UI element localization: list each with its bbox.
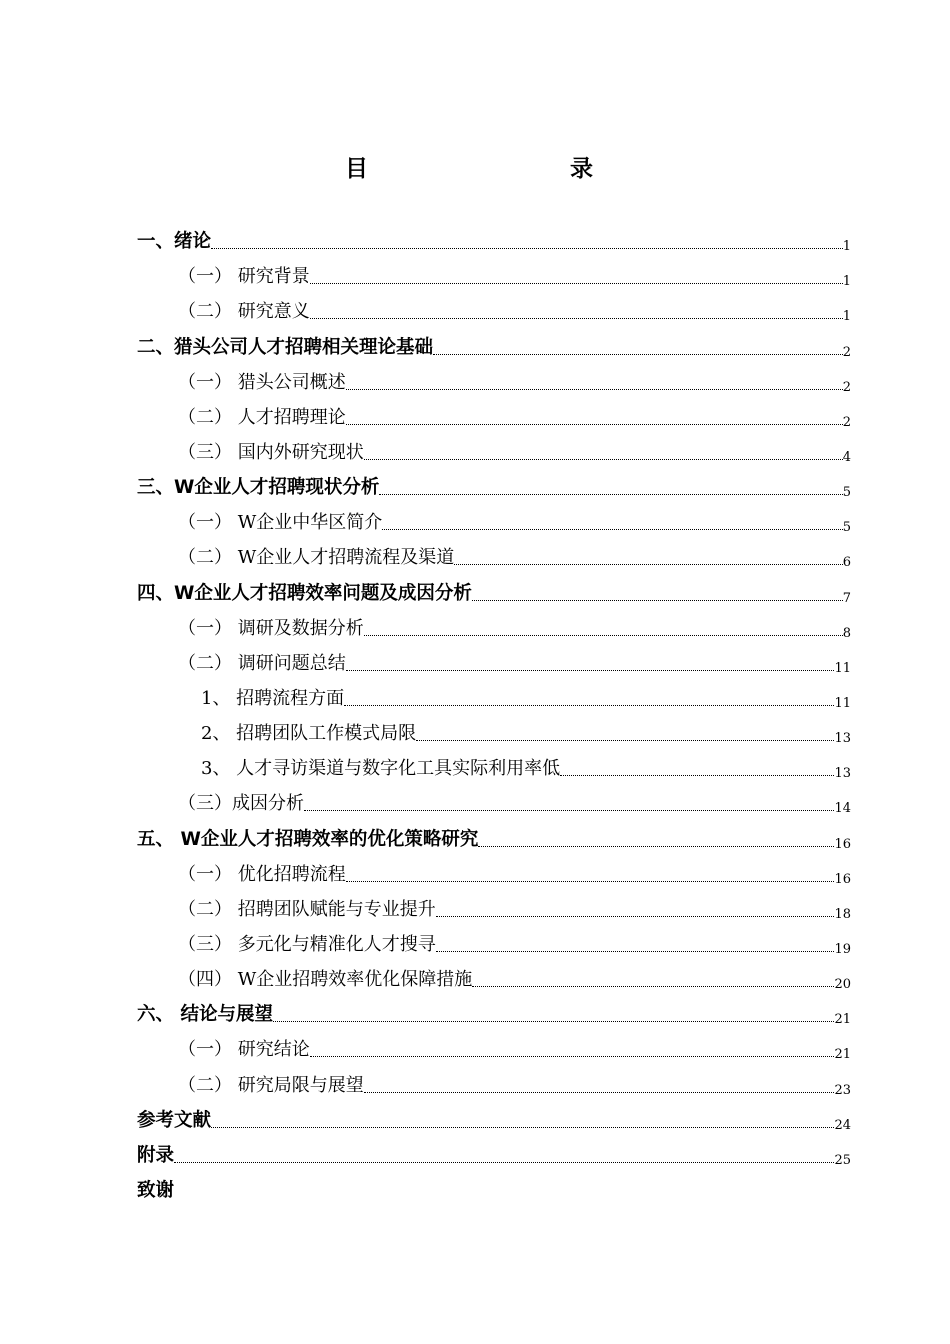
toc-entry-page: 11 [834,695,851,711]
toc-entry[interactable] [137,752,851,787]
toc-entry-text: （一） 研究结论 [178,1039,310,1061]
toc-entry-page: 25 [834,1152,851,1168]
toc-entry[interactable] [137,893,851,928]
toc-entry[interactable] [137,541,851,576]
dot-leader [436,950,835,952]
toc-entry-text: （一） 调研及数据分析 [178,617,364,639]
toc-entry-page: 14 [834,801,851,817]
toc-entry-page: 7 [842,590,851,606]
toc-entry-text: （三） 国内外研究现状 [178,441,364,463]
dot-leader [382,528,842,530]
toc-entry-text: （二） 研究局限与展望 [178,1074,364,1096]
dot-leader [304,809,834,811]
dot-leader [211,1126,834,1128]
toc-entry[interactable] [137,1068,851,1103]
toc-entry[interactable] [137,330,851,365]
toc-entry-text: 参考文献 [137,1109,212,1131]
dot-leader [346,423,843,425]
toc-entry-page: 1 [842,309,851,325]
dot-leader [344,704,834,706]
dot-leader [560,774,834,776]
toc-entry[interactable] [137,471,851,506]
dot-leader [310,1055,835,1057]
toc-entry-text: 六、 结论与展望 [137,1004,273,1026]
toc-entry-text: （一） W企业中华区简介 [178,512,383,534]
toc-entry[interactable] [137,225,851,260]
toc-entry-page: 5 [842,520,851,536]
toc-entry-page: 1 [842,274,851,290]
dot-leader [273,1020,835,1022]
toc-entry[interactable] [137,647,851,682]
dot-leader [364,458,843,460]
toc-entry[interactable] [137,401,851,436]
toc-entry-page: 21 [834,1047,851,1063]
toc-entry[interactable] [137,295,851,330]
toc-entry-text: 三、W企业人才招聘现状分析 [137,477,380,499]
dot-leader [211,247,843,249]
toc-entry-page: 16 [834,836,851,852]
dot-leader [433,353,843,355]
toc-entry-page: 2 [842,414,851,430]
toc-entry[interactable] [137,963,851,998]
toc-entry-page: 5 [842,485,851,501]
toc-entry-text: （四） W企业招聘效率优化保障措施 [178,969,473,991]
toc-entry[interactable] [137,260,851,295]
toc-entry[interactable] [137,612,851,647]
toc-entry-page: 16 [834,871,851,887]
dot-leader [472,985,834,987]
dot-leader [454,563,842,565]
toc-entry-text: 致谢 [137,1179,175,1201]
toc-entry-page: 21 [834,1012,851,1028]
toc-entry-text: （二） 研究意义 [178,301,310,323]
dot-leader [174,1161,834,1163]
dot-leader [346,669,835,671]
toc-entry[interactable] [137,858,851,893]
dot-leader [436,915,835,917]
toc-entry-page: 23 [834,1082,851,1098]
toc-entry-text: （二） 调研问题总结 [178,652,346,674]
dot-leader [346,880,835,882]
toc-entry-page: 8 [842,625,851,641]
toc-entry-page: 13 [834,731,851,747]
toc-entry-page: 24 [834,1117,851,1133]
toc-entry[interactable] [137,366,851,401]
table-of-contents [137,225,851,1209]
dot-leader [478,845,834,847]
toc-entry-text: 一、绪论 [137,231,212,253]
toc-entry-page: 11 [834,660,851,676]
dot-leader [174,1197,851,1198]
toc-entry-text: 二、猎头公司人才招聘相关理论基础 [137,336,434,358]
dot-leader [310,317,843,319]
toc-entry[interactable] [137,1033,851,1068]
toc-entry[interactable] [137,506,851,541]
dot-leader [379,493,842,495]
toc-entry-text: 五、 W企业人才招聘效率的优化策略研究 [137,828,479,850]
toc-entry-page: 1 [842,239,851,255]
toc-entry[interactable] [137,1104,851,1139]
toc-entry-page: 2 [842,344,851,360]
toc-entry[interactable] [137,576,851,611]
toc-entry[interactable] [137,1174,851,1209]
toc-entry[interactable] [137,787,851,822]
toc-entry-text: 2、 招聘团队工作模式局限 [201,723,417,745]
toc-entry[interactable] [137,682,851,717]
dot-leader [346,388,843,390]
toc-entry-text: （一） 猎头公司概述 [178,371,346,393]
toc-entry-page: 2 [842,379,851,395]
toc-entry-page: 19 [834,941,851,957]
toc-entry[interactable] [137,1139,851,1174]
toc-entry-text: （三） 多元化与精准化人才搜寻 [178,933,436,955]
toc-entry-page: 20 [834,977,851,993]
toc-entry-text: 3、 人才寻访渠道与数字化工具实际利用率低 [201,758,561,780]
toc-entry-text: 四、W企业人才招聘效率问题及成因分析 [137,582,472,604]
toc-entry-text: （二） W企业人才招聘流程及渠道 [178,547,455,569]
toc-entry-page: 4 [842,449,851,465]
toc-entry[interactable] [137,436,851,471]
toc-title: 目 录 [345,156,645,182]
toc-entry[interactable] [137,928,851,963]
toc-entry-text: （一） 研究背景 [178,266,310,288]
toc-entry-text: （二） 人才招聘理论 [178,406,346,428]
dot-leader [364,634,843,636]
dot-leader [472,599,843,601]
toc-entry-text: （一） 优化招聘流程 [178,863,346,885]
toc-entry-text: 附录 [137,1144,175,1166]
dot-leader [310,282,843,284]
toc-entry-text: 1、 招聘流程方面 [201,687,345,709]
toc-entry-text: （三）成因分析 [178,793,304,815]
toc-entry-page: 6 [842,555,851,571]
toc-entry-page: 18 [834,906,851,922]
toc-entry[interactable] [137,998,851,1033]
dot-leader [416,739,834,741]
dot-leader [364,1091,835,1093]
toc-entry[interactable] [137,822,851,857]
toc-entry[interactable] [137,717,851,752]
toc-entry-text: （二） 招聘团队赋能与专业提升 [178,898,436,920]
toc-entry-page: 13 [834,766,851,782]
